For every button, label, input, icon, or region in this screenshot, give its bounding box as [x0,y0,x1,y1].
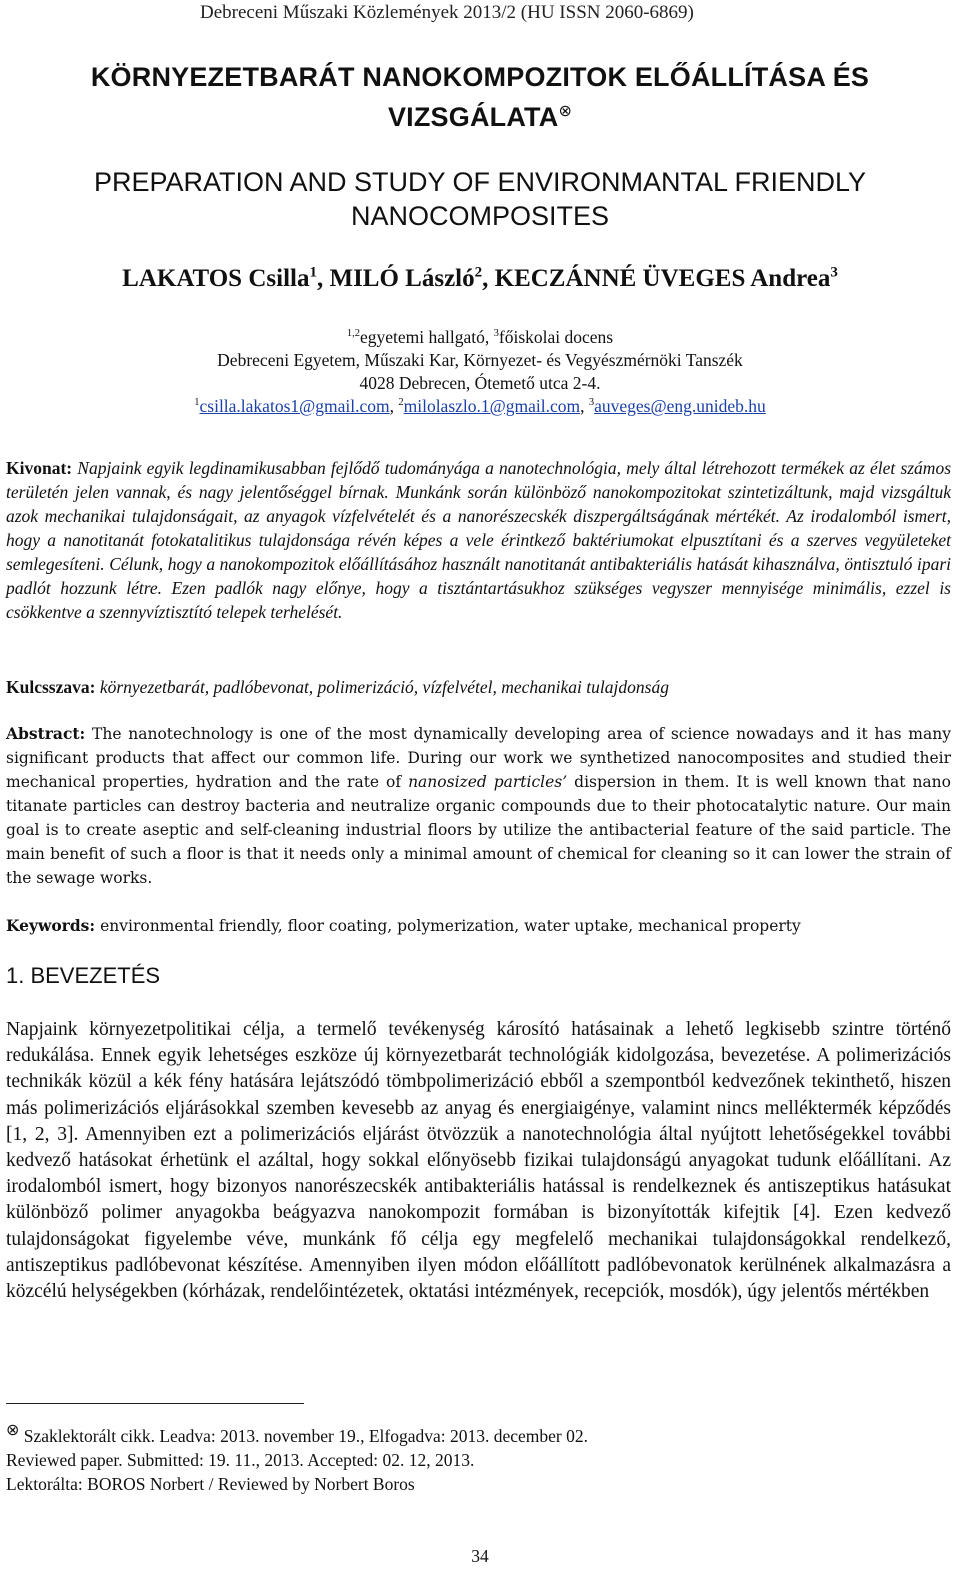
footnote-text-1: Szaklektorált cikk. Leadva: 2013. november 19., Elfogadva: 2013. december 02. [23,1425,588,1446]
journal-header: Debreceni Műszaki Közlemények 2013/2 (HU ISSN 2060-6869) [200,2,694,23]
email-link[interactable]: milolaszlo.1@gmail.com [403,396,581,416]
author-name: KECZÁNNÉ ÜVEGES Andrea [494,265,831,292]
footnote-line-2: Reviewed paper. Submitted: 19. 11., 2013. Accepted: 02. 12, 2013. [6,1449,475,1470]
title-hu-line-1: KÖRNYEZETBARÁT NANOKOMPOZITOK ELŐÁLLÍTÁSA ÉS [90,62,870,92]
email-sup: 2 [398,397,404,409]
author-separator: , [316,265,330,292]
affiliation-block [40,326,920,418]
affil-role: főiskolai docens [498,327,614,347]
author-sup: 3 [830,264,838,281]
abstract-text-after: dispersion in them. It is well known that nano titanate particles can destroy bacteria and neutralize organic compounds due to their photocatalytic nature. Our main goal is to create aseptic and self-cleaning industrial floors by utilize the antibacterial feature of the said particle. The main benefit of such a floor is that it needs only a minimal amount of chemical for cleaning so it can lower the strain of the sewage works. [6,773,951,887]
keywords-label: Keywords: [6,916,96,935]
email-sup: 1 [194,397,200,409]
author-name: LAKATOS Csilla [122,265,310,292]
author-sup: 1 [309,264,317,281]
page-number: 34 [471,1546,489,1566]
kulcsszavak-label: Kulcsszava: [6,677,96,697]
affil-sup: 1,2 [346,328,360,340]
title-english [30,165,930,233]
affil-role: egyetemi hallgató, [360,327,494,347]
abstract-text-before: The nanotechnology is one of the most dynamically developing area of science nowadays and it has many significant products that affect our common life. During our work we synthetized nanocomposites and studied their mechanical properties, hydration and the rate of [6,725,951,791]
kivonat-text: Napjaink egyik legdinamikusabban fejlődő tudományága a nanotechnológia, mely által létrehozott termékek az élet számos területén jelen vannak, és nagy jelentőséggel bírnak. Munkánk során különböző nanokompozitokat szintetizáltunk, majd vizsgáltuk azok mechanikai tulajdonságait, az anyagok vízfelvételét és a nanorészecskék diszpergáltságának mértékét. Az irodalomból ismert, hogy a nanotitanát fotokatalitikus tulajdonsága révén képes a vele érintkező baktériumokat elpusztítani és a szerves vegyületeket semlegesíteni. Célunk, hogy a nanokompozitok előállításához használt nanotitanát antibakteriális hatását kihasználva, öntisztuló ipari padlót hozzunk létre. Ezen padlók nagy előnye, hogy a tisztántartásukhoz szükséges vegyszer mennyisége minimális, ezzel is csökkentve a szennyvíztisztító telepek terhelését. [6,458,952,622]
footnotes [6,1418,906,1496]
affiliation-institution: Debreceni Egyetem, Műszaki Kar, Környezet- és Vegyészmérnöki Tanszék [217,350,743,370]
email-separator: , [580,396,589,416]
keywords-text: environmental friendly, floor coating, polymerization, water uptake, mechanical property [100,917,801,935]
kivonat-label: Kivonat: [6,458,73,478]
title-hu-line-2 [40,94,920,134]
abstract-paragraph [6,722,951,890]
kulcsszavak-text: környezetbarát, padlóbevonat, polimerizáció, vízfelvétel, mechanikai tulajdonság [99,677,669,697]
email-link[interactable]: auveges@eng.unideb.hu [594,396,766,416]
kulcsszavak-paragraph [6,675,951,699]
title-en-line-1: PREPARATION AND STUDY OF ENVIRONMANTAL FRIENDLY [93,167,867,197]
title-hu-line-2-text: VIZSGÁLATA [387,102,559,132]
author-list [40,262,920,296]
affiliation-roles [40,326,920,349]
affiliation-emails [40,395,920,418]
section-heading: 1. BEVEZETÉS [6,963,161,988]
footnote-marker-icon: ⊗ [6,1420,20,1439]
author-separator: , [482,265,495,292]
affiliation-address: 4028 Debrecen, Ótemető utca 2-4. [359,373,601,393]
title-en-line-2: NANOCOMPOSITES [350,201,610,231]
kivonat-paragraph [6,456,951,624]
footnote-divider [6,1403,304,1404]
author-name: MILÓ László [329,265,475,292]
email-separator: , [389,396,399,416]
abstract-label: Abstract: [6,724,86,743]
affil-sup: 3 [493,328,499,340]
email-sup: 3 [588,397,595,409]
footnote-line-3: Lektorálta: BOROS Norbert / Reviewed by Norbert Boros [6,1473,415,1494]
author-sup: 2 [474,264,483,281]
abstract-text-italic: nanosized particles’ [408,773,568,791]
introduction-paragraph: Napjaink környezetpolitikai célja, a termelő tevékenység károsító hatásainak a lehető legkisebb szintre történő redukálása. Ennek egyik lehetséges eszköze új környezetbarát technológiák kidolgozása, bevezetése. A polimerizációs technikák közül a kék fény hatására lejátszódó tömbpolimerizáció ebből a szempontból kedvezőnek tekinthető, hiszen más polimerizációs eljárásokkal szemben kevesebb az anyag és energiaigénye, valamint nincs melléktermék képződés [1, 2, 3]. Amennyiben ezt a polimerizációs eljárást ötvözzük a nanotechnológia által nyújtott lehetőségekkel további kedvező hatásokat érhetünk el azáltal, hogy sokkal előnyösebb fizikai tulajdonságú anyagokat tudunk előállítani. Az irodalomból ismert, hogy bizonyos nanorészecskék antibakteriális hatással is rendelkeznek és antiszeptikus hatásukat különböző polimer anyagokba beágyazva nanokompozit formában is bizonyították kifejtik [4]. Ezen kedvező tulajdonságokat figyelembe véve, munkánk fő célja egy megfelelő mechanikai tulajdonságokkal rendelkező, antiszeptikus padlóbevonat készítése. Amennyiben ilyen módon előállított padlóbevonatok kerülnének alkalmazásra a közcélú helységekben (kórházak, rendelőintézetek, oktatási intézmények, recepciók, mosdók), úgy jelentős mértékben [6,1019,951,1303]
footnote-line-1 [6,1418,906,1448]
title-hungarian [40,60,920,134]
footnote-marker-icon: ⊗ [558,101,573,120]
keywords-paragraph [6,914,951,938]
email-link[interactable]: csilla.lakatos1@gmail.com [199,396,390,416]
